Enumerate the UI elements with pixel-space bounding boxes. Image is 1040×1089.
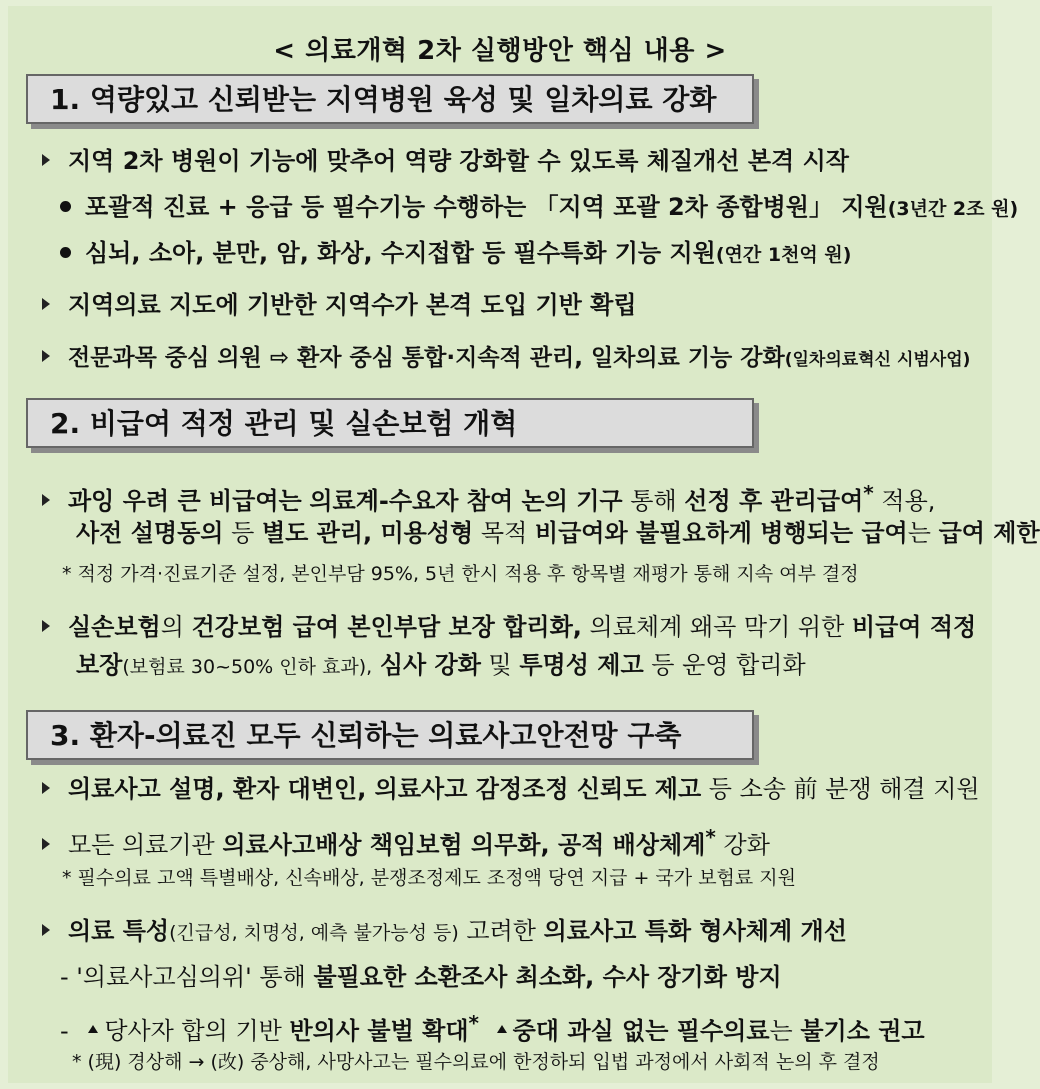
triangle-bullet-icon [42, 620, 50, 632]
triangle-bullet-icon [42, 838, 50, 850]
s1-subitem-1: 포괄적 진료 + 응급 등 필수기능 수행하는 「지역 포괄 2차 종합병원」 지원(3년간 2조 원) [60, 190, 1018, 226]
triangle-bullet-icon [42, 782, 50, 794]
triangle-bullet-icon [42, 350, 50, 362]
s1-subitem-2: 심뇌, 소아, 분만, 암, 화상, 수지접합 등 필수특화 기능 지원(연간 1천억 원) [60, 236, 851, 272]
s1-item-3: 전문과목 중심 의원 ⇨ 환자 중심 통합·지속적 관리, 일차의료 기능 강화(일차의료혁신 시범사업) [42, 340, 970, 377]
s3-footnote-2: * (現) 경상해 → (改) 중상해, 사망사고는 필수의료에 한정하되 입법 과정에서 사회적 논의 후 결정 [72, 1051, 880, 1073]
s3-footnote-1: * 필수의료 고액 특별배상, 신속배상, 분쟁조정제도 조정액 당연 지급 + 국가 보험료 지원 [62, 867, 797, 889]
section-3-heading: 3. 환자-의료진 모두 신뢰하는 의료사고안전망 구축 [26, 710, 754, 760]
s2-item-2-line-2: 보장(보험료 30~50% 인하 효과), 심사 강화 및 투명성 제고 등 운영 합리화 [76, 651, 806, 679]
triangle-bullet-icon [42, 154, 50, 166]
triangle-bullet-icon [42, 298, 50, 310]
page-title: < 의료개혁 2차 실행방안 핵심 내용 > [273, 36, 727, 66]
s3-subitem-2: - 당사자 합의 기반 반의사 불벌 확대* 중대 과실 없는 필수의료는 불기소 권고 [60, 1011, 925, 1045]
s3-item-3: 의료 특성(긴급성, 치명성, 예측 불가능성 등) 고려한 의료사고 특화 형사체계 개선 [42, 914, 847, 950]
s2-item-1-line-2: 사전 설명동의 등 별도 관리, 미용성형 목적 비급여와 불필요하게 병행되는 급여는 급여 제한 [76, 519, 1040, 547]
document-page [8, 6, 1040, 1083]
s1-item-1: 지역 2차 병원이 기능에 맞추어 역량 강화할 수 있도록 체질개선 본격 시작 [42, 144, 849, 178]
dot-bullet-icon [60, 247, 71, 258]
s2-item-2-line-1: 실손보험의 건강보험 급여 본인부담 보장 합리화, 의료체계 왜곡 막기 위한 비급여 적정 [42, 610, 976, 644]
s3-subitem-1: - '의료사고심의위' 통해 불필요한 소환조사 최소화, 수사 장기화 방지 [60, 963, 782, 991]
s2-footnote-1: * 적정 가격·진료기준 설정, 본인부담 95%, 5년 한시 적용 후 항목별 재평가 통해 지속 여부 결정 [62, 563, 859, 585]
triangle-up-icon [88, 1025, 98, 1033]
triangle-bullet-icon [42, 494, 50, 506]
s2-item-1-line-1: 과잉 우려 큰 비급여는 의료계-수요자 참여 논의 기구 통해 선정 후 관리급여* 적용, [42, 476, 935, 518]
triangle-up-icon [497, 1025, 507, 1033]
triangle-bullet-icon [42, 924, 50, 936]
section-1-heading: 1. 역량있고 신뢰받는 지역병원 육성 및 일차의료 강화 [26, 74, 754, 124]
s3-item-1: 의료사고 설명, 환자 대변인, 의료사고 감정조정 신뢰도 제고 등 소송 前 분쟁 해결 지원 [42, 772, 980, 806]
s1-item-2: 지역의료 지도에 기반한 지역수가 본격 도입 기반 확립 [42, 288, 637, 322]
dot-bullet-icon [60, 201, 71, 212]
s3-item-2: 모든 의료기관 의료사고배상 책임보험 의무화, 공적 배상체계* 강화 [42, 820, 770, 862]
section-2-heading: 2. 비급여 적정 관리 및 실손보험 개혁 [26, 398, 754, 448]
